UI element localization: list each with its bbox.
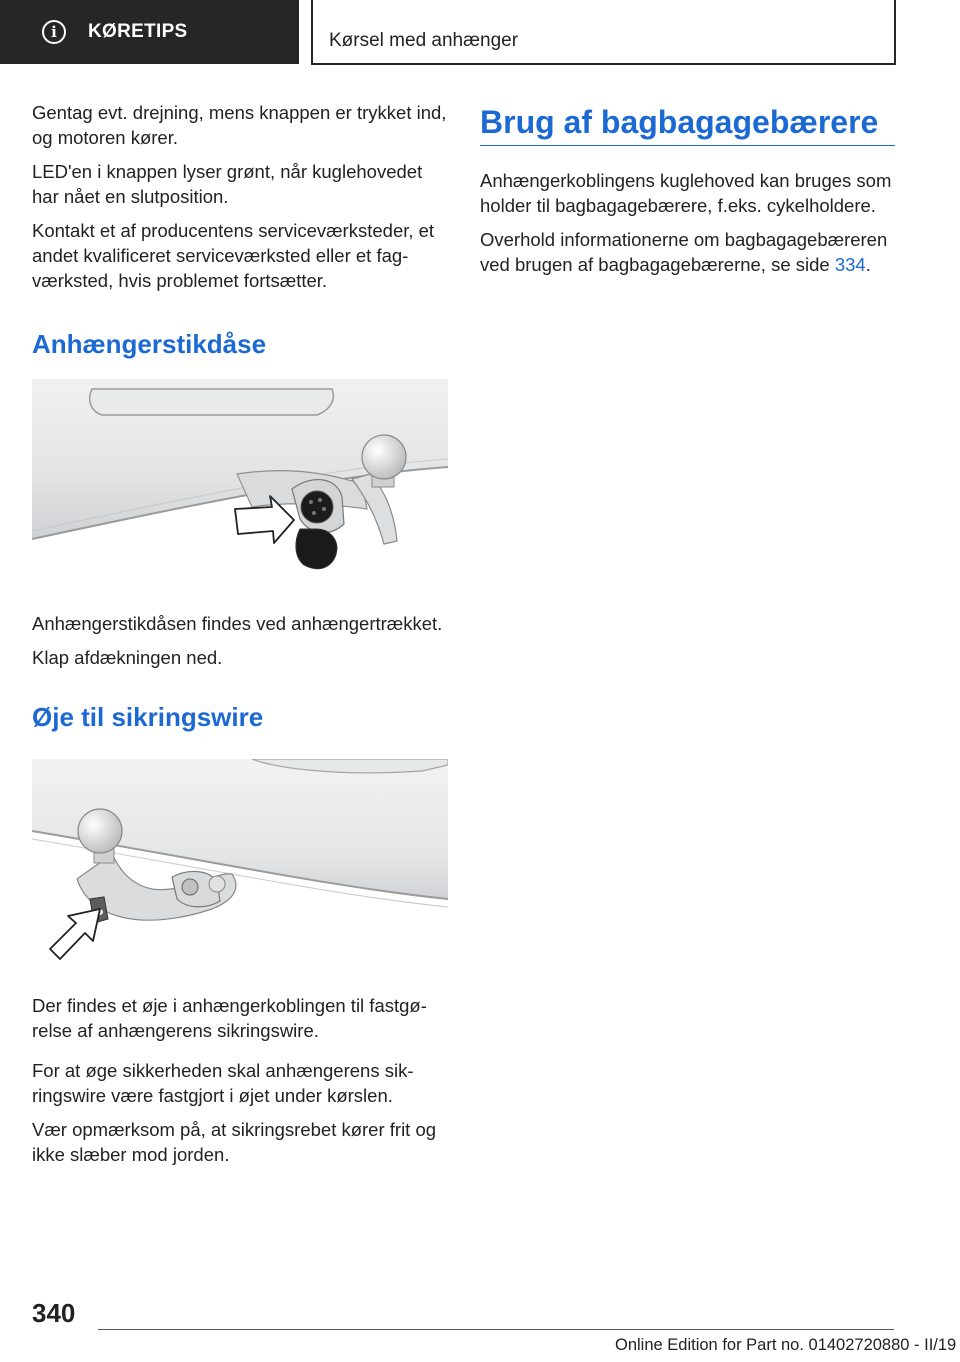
trailer-socket-paragraph-1: Anhængerstikdåsen findes ved anhængertrækket.	[32, 613, 443, 634]
trailer-socket-paragraph-2: Klap afdækningen ned.	[32, 647, 223, 668]
rear-carrier-ref-suffix: .	[865, 254, 871, 275]
rear-carrier-ref-text: Overhold informationerne om bagbagagebæreren ved brugen af bagbagagebærerne, se side	[480, 229, 888, 275]
footer-edition: Online Edition for Part no. 01402720880 - II/19	[615, 1336, 957, 1354]
safety-wire-paragraph-3: Vær opmærksom på, at sikringsrebet kører frit og ikke slæber mod jorden.	[32, 1119, 437, 1165]
page-number: 340	[32, 1298, 76, 1328]
safety-wire-paragraph-2: For at øge sikkerheden skal anhængerens sikringswire være fastgjort i øjet under kørslen.	[32, 1060, 414, 1106]
trailer-socket-illustration	[32, 379, 448, 589]
section-tab	[0, 0, 299, 64]
safety-wire-paragraph-1: Der findes et øje i anhængerkoblingen til fastgørelse af anhængerens sikringswire.	[32, 995, 427, 1041]
info-icon: i	[42, 20, 66, 44]
heading-safety-wire-eye: Øje til sikringswire	[32, 702, 264, 732]
chapter-title: Kørsel med anhænger	[329, 30, 519, 51]
page-reference-link[interactable]: 334	[834, 254, 866, 275]
left-column	[32, 100, 448, 1176]
right-column	[480, 102, 896, 286]
rear-carrier-paragraph-2	[480, 227, 896, 277]
safety-wire-eye-illustration	[32, 759, 448, 971]
rear-carrier-paragraph-1: Anhængerkoblingens kuglehoved kan bruges som holder til bagbagagebærere, f.eks. cykelholdere.	[480, 170, 892, 216]
chapter-title-box	[311, 0, 896, 65]
footer-divider	[98, 1329, 894, 1330]
intro-paragraph-1: Gentag evt. drejning, mens knappen er trykket ind, og motoren kører.	[32, 102, 447, 148]
heading-rear-carrier: Brug af bagbagagebærere	[480, 102, 895, 146]
intro-paragraph-3: Kontakt et af producentens serviceværksteder, et andet kvalificeret serviceværksted eller et fagværksted, hvis problemet fortsætter.	[32, 220, 435, 291]
heading-trailer-socket: Anhængerstikdåse	[32, 329, 267, 359]
section-label: KØRETIPS	[88, 21, 188, 42]
intro-paragraph-2: LED'en i knappen lyser grønt, når kuglehovedet har nået en slutposition.	[32, 161, 423, 207]
